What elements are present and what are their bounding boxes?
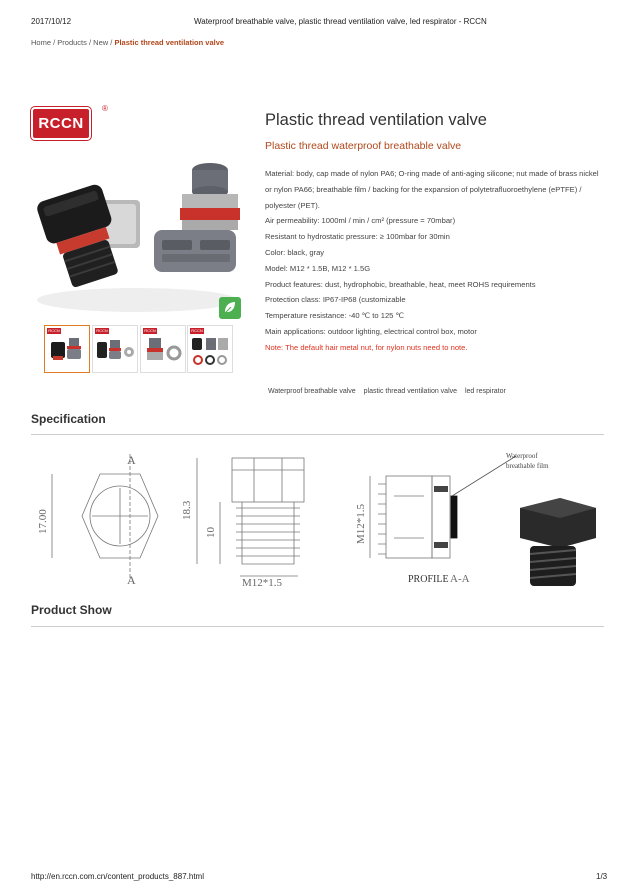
thumbnail-1[interactable] [44, 325, 90, 373]
tag-link[interactable]: Waterproof breathable valve [268, 388, 356, 395]
technical-drawing [30, 446, 605, 591]
tag-link[interactable]: plastic thread ventilation valve [363, 388, 458, 395]
leaf-icon [219, 297, 241, 319]
breadcrumb-separator: / [86, 38, 94, 47]
section-divider [31, 434, 604, 435]
breadcrumb-separator: / [108, 38, 115, 47]
thumbnail-3[interactable] [140, 325, 186, 373]
profile-section-label: A-A [450, 573, 470, 585]
tag-list [268, 388, 512, 395]
spec-temperature: Temperature resistance: -40 ℃ to 125 ℃ [265, 311, 405, 321]
print-page-number: 1/3 [596, 872, 608, 881]
thumbnail-4[interactable] [187, 325, 233, 373]
section-heading-product-show: Product Show [31, 603, 112, 617]
breadcrumb-separator: / [51, 38, 58, 47]
registered-mark: ® [102, 104, 108, 113]
tag-link[interactable]: led respirator [464, 388, 506, 395]
film-label-line1: Waterproof [506, 452, 538, 460]
spec-features: Product features: dust, hydrophobic, breathable, heat, meet ROHS requirements [265, 279, 536, 289]
breadcrumb-new[interactable]: New [93, 38, 109, 47]
section-divider [31, 626, 604, 627]
breadcrumb-products[interactable]: Products [57, 38, 87, 47]
spec-material: Material: body, cap made of nylon PA6; O-ring made of anti-aging silicone; nut made of brass nickel or nylon PA66; breathable film / backing for the expansion of polytetrafluoroethylene (ePTFE) / polyester (PET). [265, 169, 599, 210]
section-heading-specification: Specification [31, 412, 106, 426]
breadcrumb-current: Plastic thread ventilation valve [114, 38, 225, 47]
product-title: Plastic thread ventilation valve [265, 111, 487, 129]
thumbnail-logo: RCCN [191, 328, 203, 333]
spec-air-permeability: Air permeability: 1000ml / min / cm² (pressure = 70mbar) [265, 216, 456, 226]
product-main-image [30, 140, 245, 320]
print-page-title: Waterproof breathable valve, plastic thread ventilation valve, led respirator - RCCN [194, 17, 487, 26]
breadcrumb-home[interactable]: Home [31, 38, 52, 47]
eco-badge [219, 297, 241, 319]
thumbnail-logo: RCCN [48, 328, 60, 333]
breadcrumb [31, 38, 224, 47]
thumbnail-2[interactable] [92, 325, 138, 373]
section-label-a-top: A [127, 453, 136, 467]
section-label-a-bottom: A [127, 573, 136, 587]
spec-note: Note: The default hair metal nut, for nylon nuts need to note. [265, 342, 468, 352]
thumbnail-logo: RCCN [96, 328, 108, 333]
dim-10: 10 [205, 527, 217, 538]
product-spec-list [265, 166, 600, 356]
spec-applications: Main applications: outdoor lighting, electrical control box, motor [265, 326, 477, 336]
print-url: http://en.rccn.com.cn/content_products_887.html [31, 872, 204, 881]
dim-m12-right: M12*1.5 [355, 503, 367, 544]
spec-model: Model: M12 * 1.5B, M12 * 1.5G [265, 263, 371, 273]
dim-m12-left: M12*1.5 [242, 577, 283, 589]
print-date: 2017/10/12 [31, 17, 72, 26]
film-label-line2: breathable film [506, 462, 549, 470]
product-subtitle: Plastic thread waterproof breathable valve [265, 140, 462, 152]
spec-color: Color: black, gray [265, 247, 325, 257]
brand-logo [31, 107, 91, 140]
spec-hydrostatic-pressure: Resistant to hydrostatic pressure: ≥ 100mbar for 30min [265, 232, 450, 242]
thumbnail-logo: RCCN [144, 328, 156, 333]
dim-17: 17.00 [37, 509, 49, 534]
profile-label: PROFILE [408, 574, 449, 585]
brand-logo-text: RCCN [38, 115, 84, 132]
spec-protection-class: Protection class: IP67-IP68 (customizable [265, 295, 406, 305]
dim-18-3: 18.3 [181, 500, 193, 520]
